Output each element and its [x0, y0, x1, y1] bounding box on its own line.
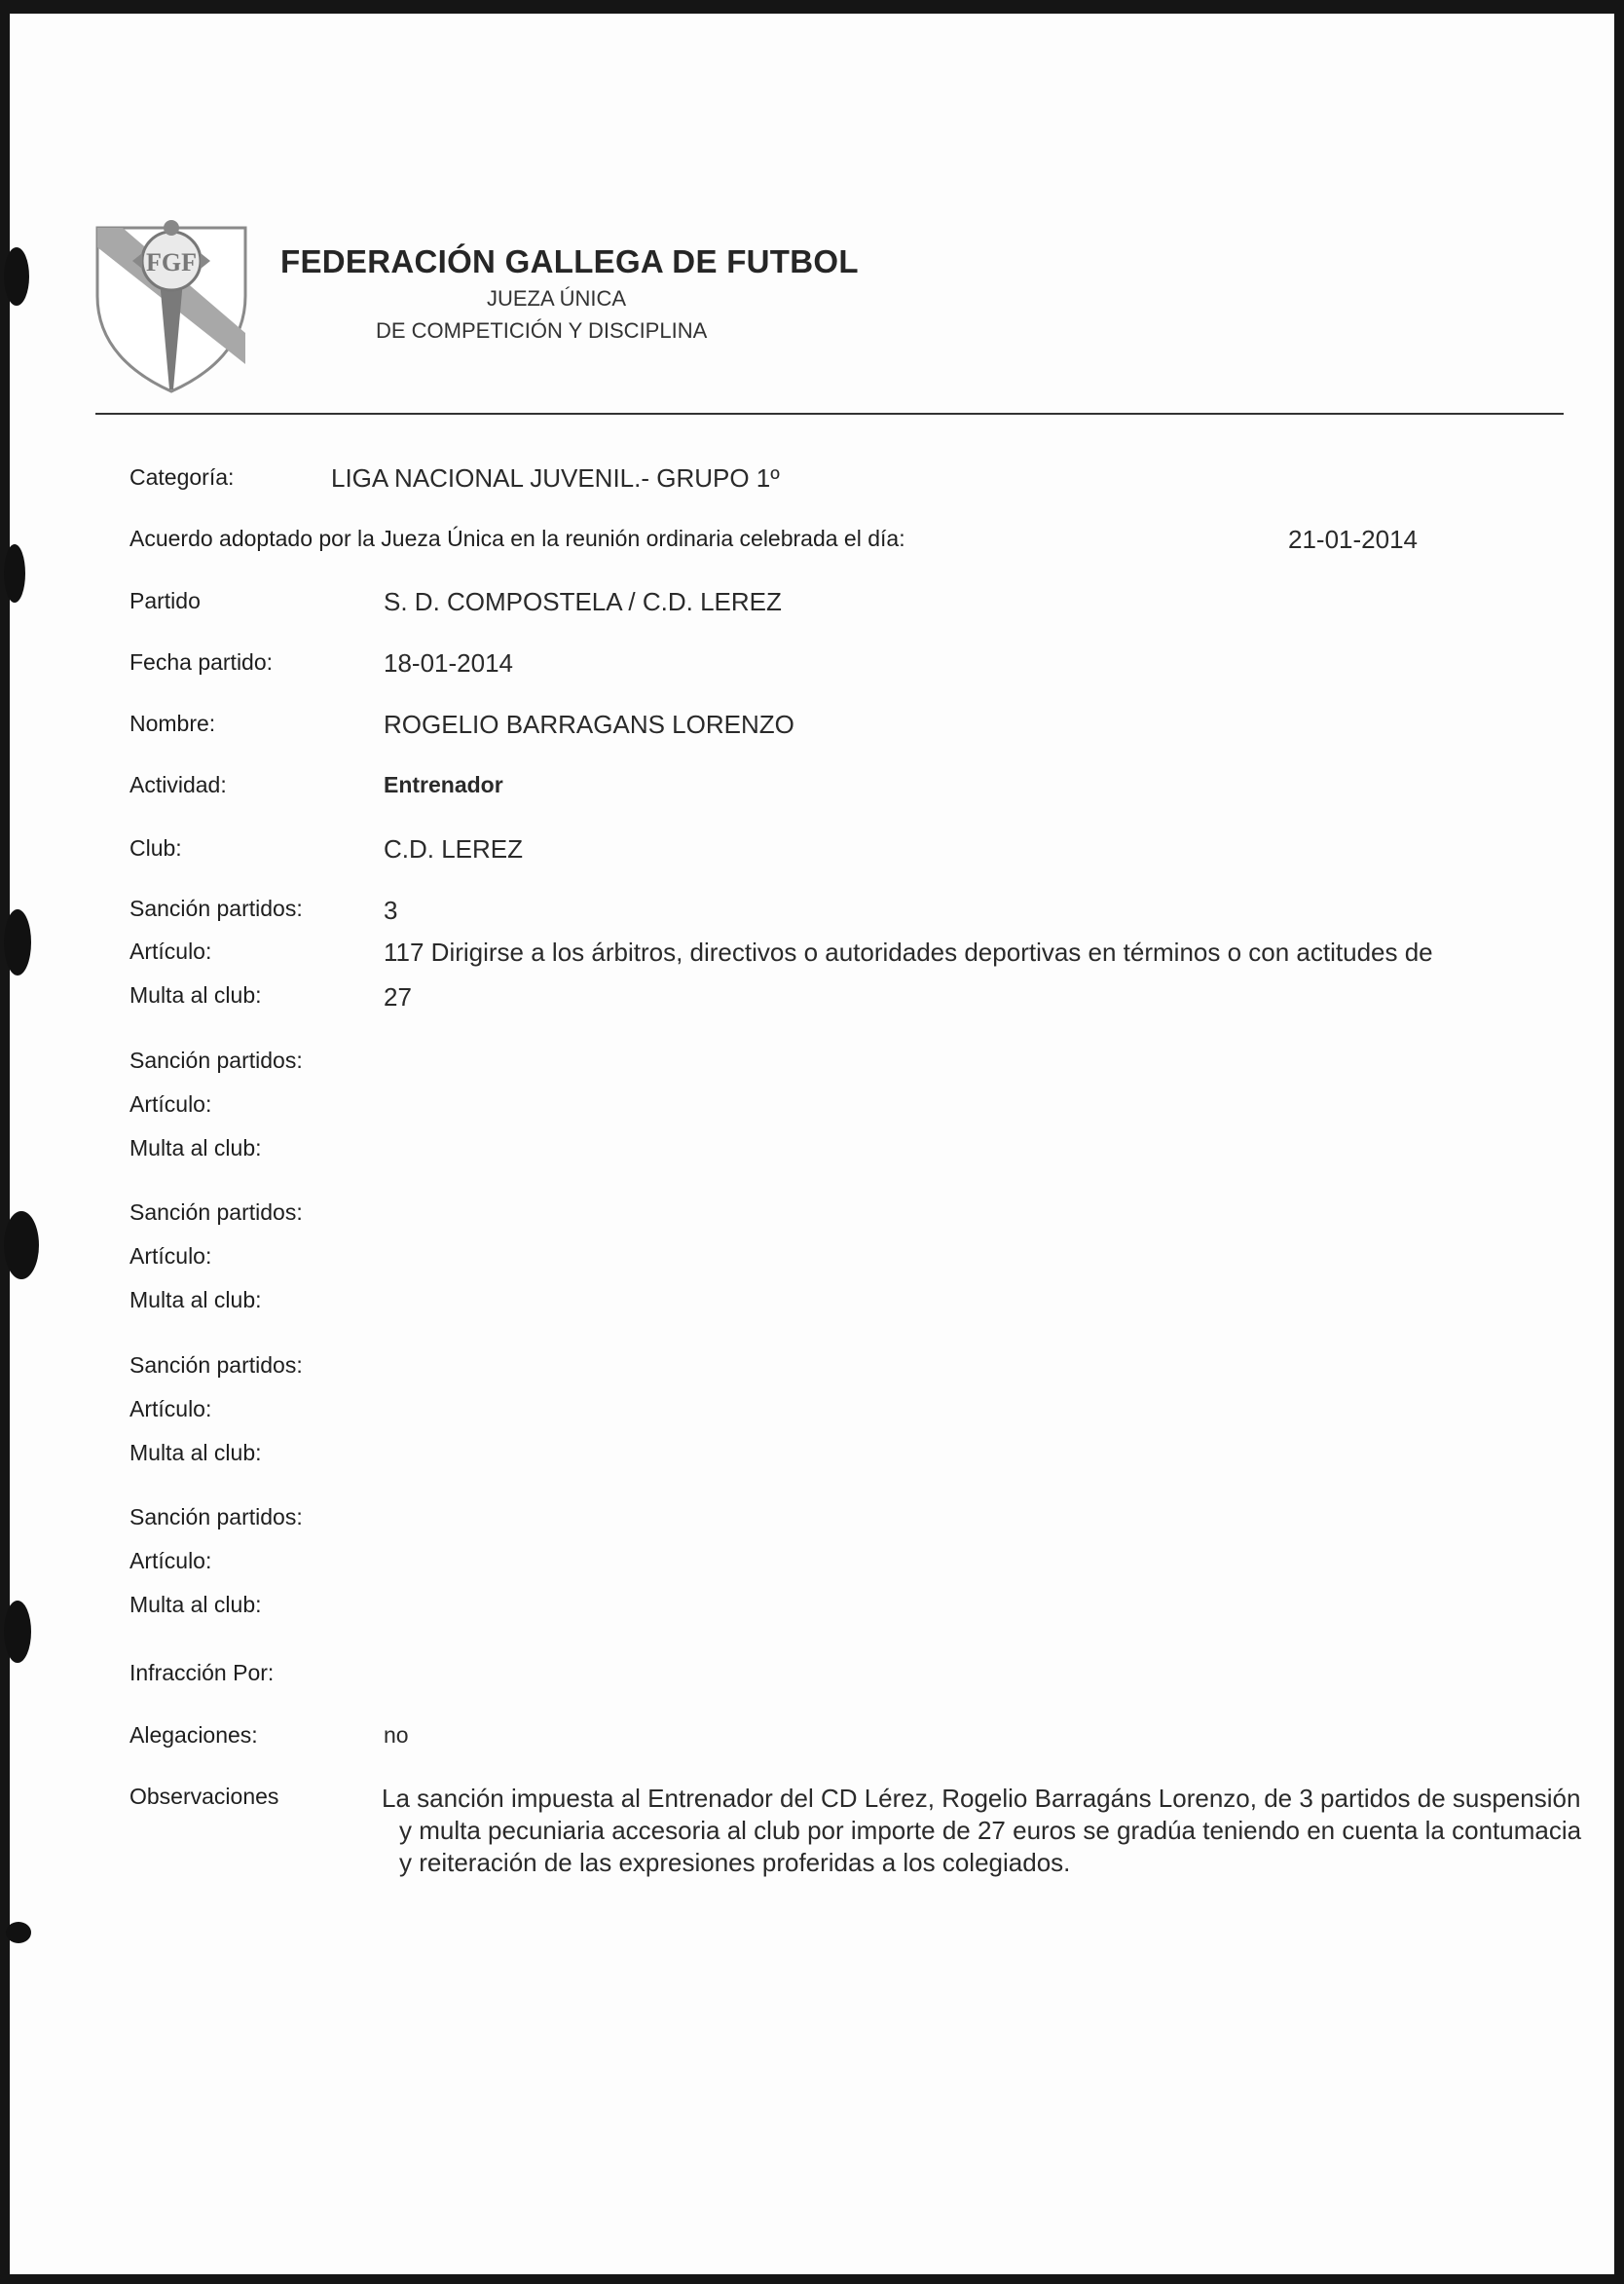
sancion-partidos-label: Sanción partidos: — [129, 1352, 303, 1378]
multa-label: Multa al club: — [129, 1287, 262, 1312]
sancion-partidos-value: 3 — [384, 896, 398, 925]
scan-mark — [6, 1922, 31, 1943]
club-label: Club: — [129, 835, 182, 861]
sancion-partidos-label: Sanción partidos: — [129, 896, 303, 921]
fecha-partido-value: 18-01-2014 — [384, 648, 513, 678]
crest-monogram: FGF — [146, 248, 197, 276]
fecha-partido-label: Fecha partido: — [129, 649, 274, 675]
alegaciones-label: Alegaciones: — [129, 1722, 258, 1748]
infraccion-label: Infracción Por: — [129, 1660, 275, 1685]
actividad-label: Actividad: — [129, 772, 227, 797]
nombre-label: Nombre: — [129, 711, 216, 736]
acuerdo-label: Acuerdo adoptado por la Jueza Única en la reunión ordinaria celebrada el día: — [129, 526, 905, 551]
multa-label: Multa al club: — [129, 1440, 262, 1465]
nombre-value: ROGELIO BARRAGANS LORENZO — [384, 710, 794, 739]
multa-label: Multa al club: — [129, 982, 262, 1008]
federation-subtitle-2: DE COMPETICIÓN Y DISCIPLINA — [376, 318, 708, 343]
categoria-value: LIGA NACIONAL JUVENIL.- GRUPO 1º — [331, 463, 780, 493]
multa-label: Multa al club: — [129, 1592, 262, 1617]
federation-name: FEDERACIÓN GALLEGA DE FUTBOL — [280, 243, 859, 279]
federation-subtitle-1: JUEZA ÚNICA — [487, 286, 627, 311]
club-value: C.D. LEREZ — [384, 834, 524, 864]
document-page — [10, 14, 1614, 2274]
partido-label: Partido — [129, 588, 201, 613]
articulo-value: 117 Dirigirse a los árbitros, directivos o autoridades deportivas en términos o con actitudes de — [384, 938, 1433, 967]
observaciones-label: Observaciones — [129, 1784, 279, 1809]
multa-label: Multa al club: — [129, 1135, 262, 1160]
actividad-value: Entrenador — [384, 772, 503, 797]
multa-value: 27 — [384, 982, 412, 1012]
scan-mark — [4, 247, 29, 306]
partido-value: S. D. COMPOSTELA / C.D. LEREZ — [384, 587, 782, 616]
articulo-label: Artículo: — [129, 1396, 212, 1421]
federation-crest-logo — [93, 218, 249, 393]
sancion-partidos-label: Sanción partidos: — [129, 1199, 303, 1225]
articulo-label: Artículo: — [129, 939, 212, 964]
articulo-label: Artículo: — [129, 1091, 212, 1117]
sancion-partidos-label: Sanción partidos: — [129, 1504, 303, 1529]
articulo-label: Artículo: — [129, 1548, 212, 1573]
scan-mark — [4, 909, 31, 976]
acuerdo-date-value: 21-01-2014 — [1288, 525, 1418, 554]
alegaciones-value: no — [384, 1722, 409, 1748]
observaciones-text: La sanción impuesta al Entrenador del CD Lérez, Rogelio Barragáns Lorenzo, de 3 partidos de suspensión y multa pecuniaria accesoria al club por importe de 27 euros se gradúa teniendo en cuenta la contumacia y reiteración de las expresiones proferidas a los colegiados. — [382, 1784, 1582, 1877]
categoria-label: Categoría: — [129, 464, 235, 490]
header-divider — [95, 413, 1564, 415]
scan-mark — [4, 1601, 31, 1663]
articulo-label: Artículo: — [129, 1243, 212, 1269]
sancion-partidos-label: Sanción partidos: — [129, 1048, 303, 1073]
scan-mark — [4, 544, 25, 603]
scan-mark — [4, 1211, 39, 1279]
